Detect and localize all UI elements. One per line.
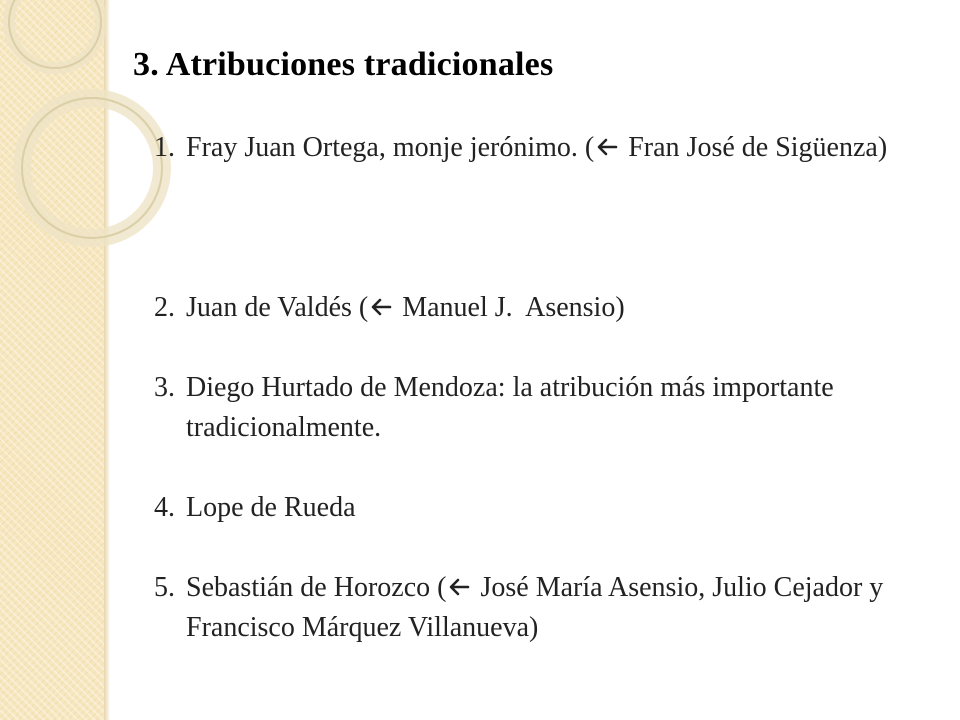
slide-title: 3. Atribuciones tradicionales: [133, 46, 554, 83]
decorative-ring-small: [9, 0, 101, 68]
arrow-left-icon: [369, 297, 393, 317]
list-item: [154, 488, 914, 528]
arrow-left-icon: [447, 577, 471, 597]
decorative-circles: [0, 0, 180, 300]
item-number: 2.: [154, 292, 175, 323]
item-text: Lope de Rueda: [186, 492, 356, 523]
item-number: 1.: [154, 132, 175, 163]
item-text-continued: Fran José de Sigüenza): [621, 132, 888, 163]
decorative-ring-large-inner: [22, 98, 162, 238]
list-item: [154, 368, 914, 448]
item-text: Sebastián de Horozco (: [186, 572, 447, 603]
list-item: [154, 568, 914, 648]
arrow-left-icon: [595, 137, 619, 157]
list-item: [154, 128, 914, 168]
item-text: Juan de Valdés (: [186, 292, 369, 323]
item-text: Diego Hurtado de Mendoza: la atribución más importante tradicionalmente.: [186, 372, 834, 443]
item-number: 4.: [154, 492, 175, 523]
item-text: Fray Juan Ortega, monje jerónimo. (: [186, 132, 595, 163]
item-number: 5.: [154, 572, 175, 603]
item-text-continued: Manuel J. Asensio): [395, 292, 625, 323]
attribution-list: [154, 128, 914, 648]
item-text-continued: José María Asensio, Julio Cejador y Francisco Márquez Villanueva): [186, 572, 884, 643]
item-number: 3.: [154, 372, 175, 403]
list-item: [154, 288, 914, 328]
